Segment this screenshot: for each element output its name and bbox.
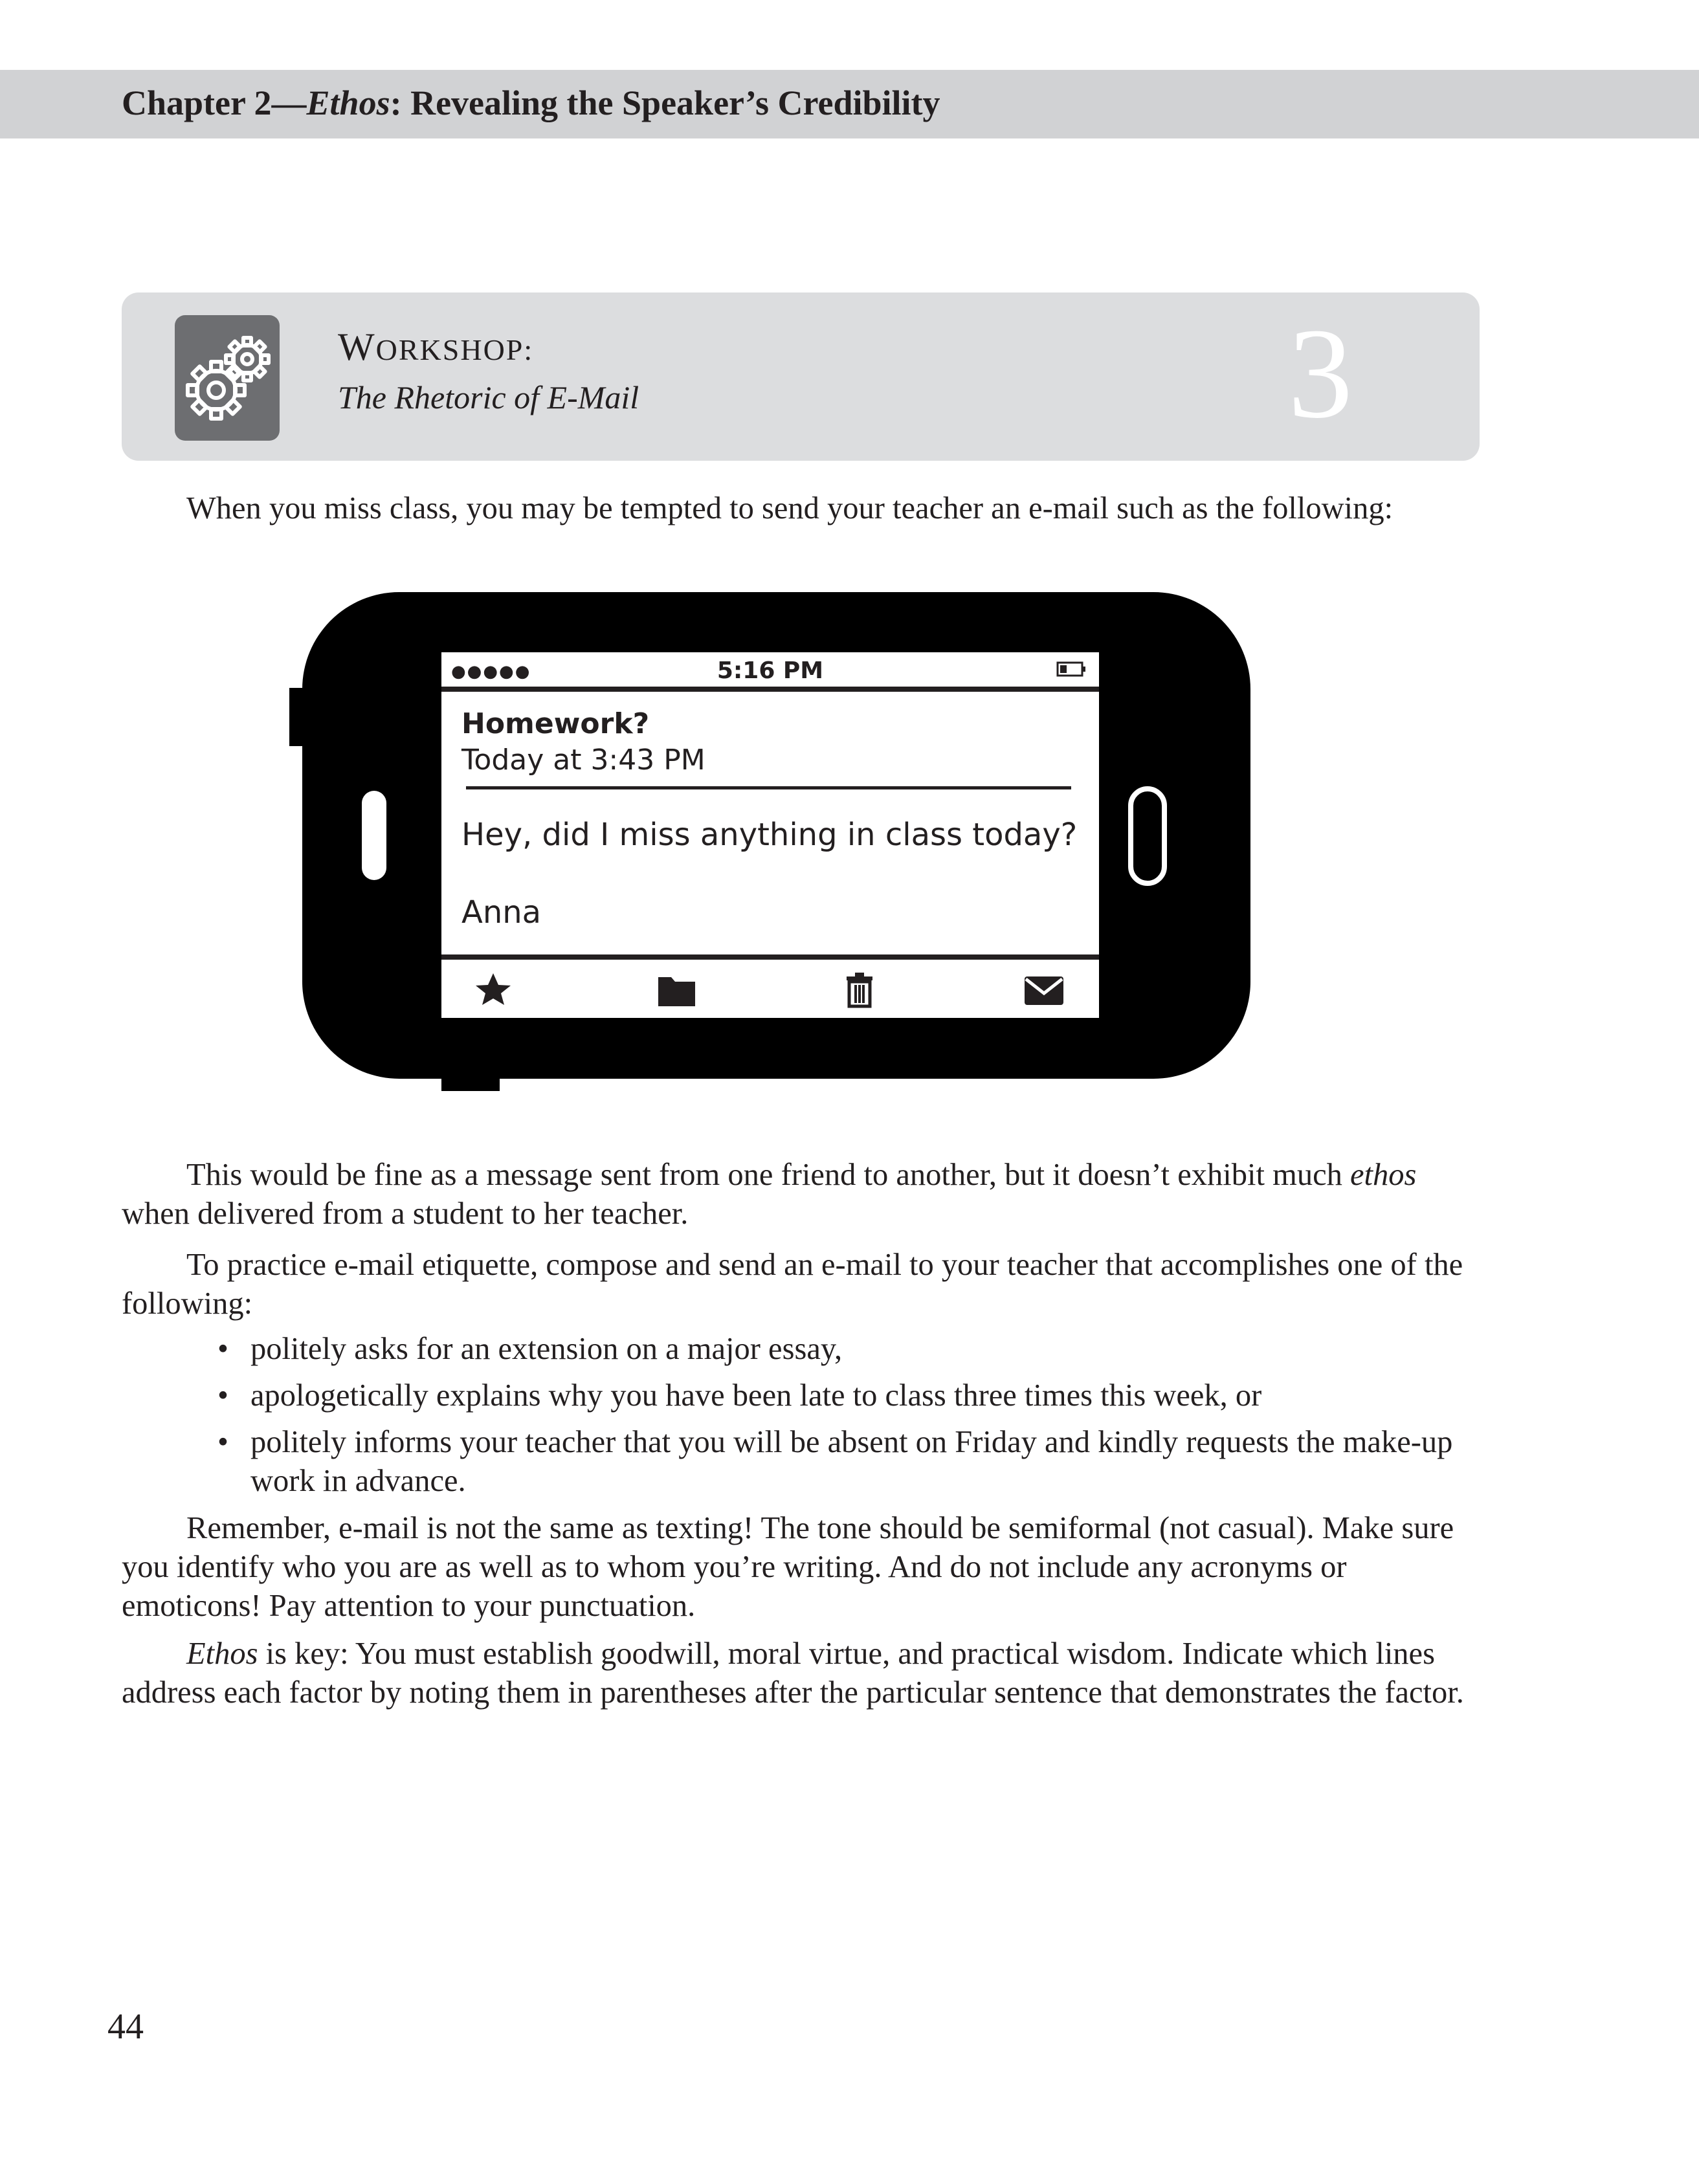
paragraph-1-text-end: when delivered from a student to her teacher. xyxy=(122,1197,689,1231)
message-body: Hey, did I miss anything in class today? xyxy=(461,817,1078,853)
workshop-heading-initial: W xyxy=(338,325,376,368)
paragraph-1-italic: ethos xyxy=(1349,1158,1417,1192)
chapter-title-italic: Ethos xyxy=(306,83,390,122)
paragraph-4-text: is key: You must establish goodwill, moral virtue, and practical wisdom. Indicate which lines address each factor by noting them in parentheses after the particular sentence that demonstrates the factor. xyxy=(122,1637,1464,1710)
message-subject: Homework? xyxy=(461,707,650,740)
phone-speaker xyxy=(362,791,386,880)
page-number: 44 xyxy=(107,2007,144,2047)
list-item: • politely asks for an extension on a major essay, xyxy=(214,1330,1476,1369)
mail-icon[interactable] xyxy=(1025,976,1063,1005)
message-signature: Anna xyxy=(461,894,542,931)
list-item: • politely informs your teacher that you will be absent on Friday and kindly requests the make-up work in advance. xyxy=(214,1423,1476,1501)
task-list xyxy=(214,1330,1476,1508)
chapter-prefix: Chapter 2— xyxy=(122,83,307,122)
signal-indicator: ●●●●● xyxy=(451,662,531,681)
intro-paragraph: When you miss class, you may be tempted to send your teacher an e-mail such as the following: xyxy=(186,491,1394,525)
trash-icon[interactable] xyxy=(847,973,872,1006)
paragraph-3: Remember, e-mail is not the same as texting! The tone should be semiformal (not casual). Make sure you identify who you are as well as to whom you’re writing. And do not include any acronyms or emoticons! Pay attention to your punctuation. xyxy=(122,1511,1454,1623)
workshop-heading-rest: ORKSHOP: xyxy=(375,333,534,366)
paragraph-4-italic: Ethos xyxy=(186,1637,258,1671)
toolbar-divider xyxy=(441,954,1099,960)
status-time: 5:16 PM xyxy=(716,657,824,684)
chapter-title-rest: : Revealing the Speaker’s Credibility xyxy=(390,83,940,122)
workshop-subtitle: The Rhetoric of E-Mail xyxy=(338,379,639,415)
paragraph-2: To practice e-mail etiquette, compose and send an e-mail to your teacher that accomplishes one of the following: xyxy=(122,1248,1463,1321)
paragraph-1-text: This would be fine as a message sent from one friend to another, but it doesn’t exhibit much xyxy=(186,1158,1350,1192)
paragraph-1 xyxy=(122,1156,1474,1233)
workshop-number: 3 xyxy=(1288,302,1353,445)
list-item: • apologetically explains why you have been late to class three times this week, or xyxy=(214,1376,1476,1415)
message-divider xyxy=(466,786,1071,789)
status-divider xyxy=(441,687,1099,692)
message-date: Today at 3:43 PM xyxy=(461,744,705,777)
paragraph-4 xyxy=(122,1635,1474,1712)
